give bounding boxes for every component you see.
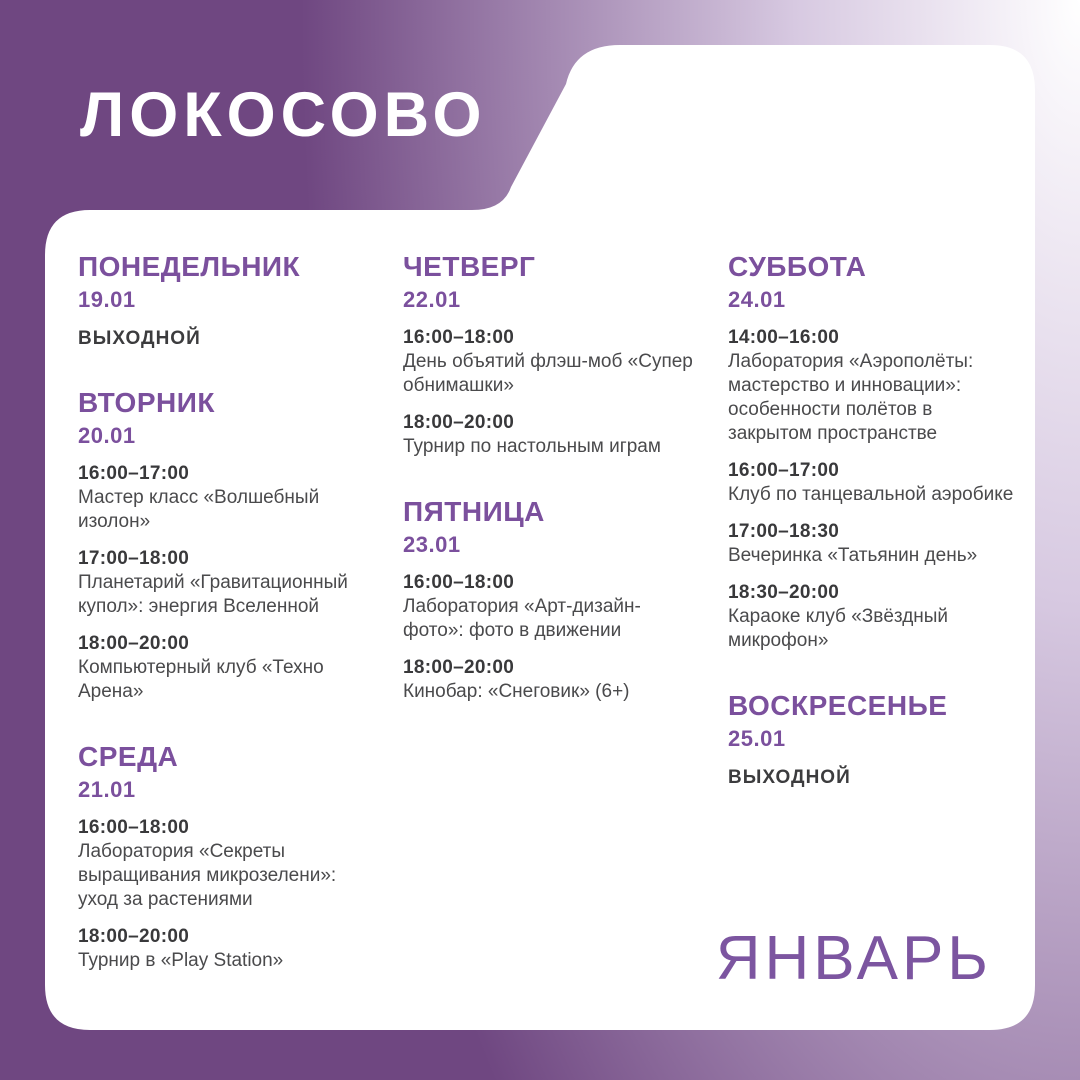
schedule-column-2: [403, 250, 693, 973]
event-item: [78, 462, 368, 534]
event-time: 18:00–20:00: [78, 926, 190, 947]
day-block: [78, 386, 368, 704]
page-title: ЛОКОСОВО: [80, 80, 487, 150]
event-time: 18:30–20:00: [728, 582, 840, 603]
event-title: Клуб по танцевальной аэробике: [728, 484, 1014, 505]
event-time: 16:00–18:00: [78, 817, 190, 838]
day-name: ПОНЕДЕЛЬНИК: [78, 251, 301, 282]
event-title: Турнир в «Play Station»: [78, 950, 284, 971]
day-name: СРЕДА: [78, 741, 179, 772]
event-title: Лаборатория «Аэрополёты: мастерство и инновации»: особенности полётов в закрытом пространстве: [728, 351, 974, 444]
event-time: 17:00–18:00: [78, 548, 190, 569]
event-time: 18:00–20:00: [403, 412, 515, 433]
event-item: [403, 571, 693, 643]
event-time: 16:00–18:00: [403, 572, 515, 593]
event-item: [403, 411, 693, 459]
event-item: [78, 632, 368, 704]
day-off-label: ВЫХОДНОЙ: [728, 767, 851, 788]
day-name: СУББОТА: [728, 251, 867, 282]
day-block: [403, 250, 693, 459]
day-block: [728, 689, 1018, 789]
event-time: 18:00–20:00: [403, 657, 515, 678]
day-block: [78, 250, 368, 350]
event-item: [728, 459, 1018, 507]
day-date: 23.01: [403, 532, 461, 557]
schedule: [78, 250, 1018, 973]
event-title: Вечеринка «Татьянин день»: [728, 545, 978, 566]
day-date: 20.01: [78, 423, 136, 448]
event-title: Мастер класс «Волшебный изолон»: [78, 487, 320, 532]
event-title: Лаборатория «Арт-дизайн-фото»: фото в движении: [403, 596, 641, 641]
event-time: 17:00–18:30: [728, 521, 840, 542]
event-title: Турнир по настольным играм: [403, 436, 661, 457]
event-title: Караоке клуб «Звёздный микрофон»: [728, 606, 949, 651]
event-time: 14:00–16:00: [728, 327, 840, 348]
day-block: [403, 495, 693, 704]
schedule-column-1: [78, 250, 368, 973]
schedule-column-3: [728, 250, 1018, 973]
event-item: [78, 816, 368, 912]
event-item: [728, 326, 1018, 446]
day-name: ЧЕТВЕРГ: [403, 251, 536, 282]
day-block: [728, 250, 1018, 653]
day-name: ВОСКРЕСЕНЬЕ: [728, 690, 948, 721]
day-date: 24.01: [728, 287, 786, 312]
month-label: ЯНВАРЬ: [715, 924, 992, 993]
day-off-label: ВЫХОДНОЙ: [78, 328, 201, 349]
event-title: Компьютерный клуб «Техно Арена»: [78, 657, 324, 702]
day-date: 21.01: [78, 777, 136, 802]
day-name: ВТОРНИК: [78, 387, 215, 418]
event-item: [78, 925, 368, 973]
event-title: Кинобар: «Снеговик» (6+): [403, 681, 630, 702]
event-item: [728, 520, 1018, 568]
event-title: День объятий флэш-моб «Супер обнимашки»: [403, 351, 693, 396]
event-time: 18:00–20:00: [78, 633, 190, 654]
day-name: ПЯТНИЦА: [403, 496, 545, 527]
day-date: 25.01: [728, 726, 786, 751]
day-date: 22.01: [403, 287, 461, 312]
event-time: 16:00–18:00: [403, 327, 515, 348]
event-item: [78, 547, 368, 619]
event-time: 16:00–17:00: [78, 463, 190, 484]
event-time: 16:00–17:00: [728, 460, 840, 481]
day-date: 19.01: [78, 287, 136, 312]
event-item: [403, 656, 693, 704]
event-title: Лаборатория «Секреты выращивания микрозелени»: уход за растениями: [78, 841, 337, 910]
event-item: [403, 326, 693, 398]
event-title: Планетарий «Гравитационный купол»: энергия Вселенной: [78, 572, 348, 617]
event-item: [728, 581, 1018, 653]
day-block: [78, 740, 368, 973]
